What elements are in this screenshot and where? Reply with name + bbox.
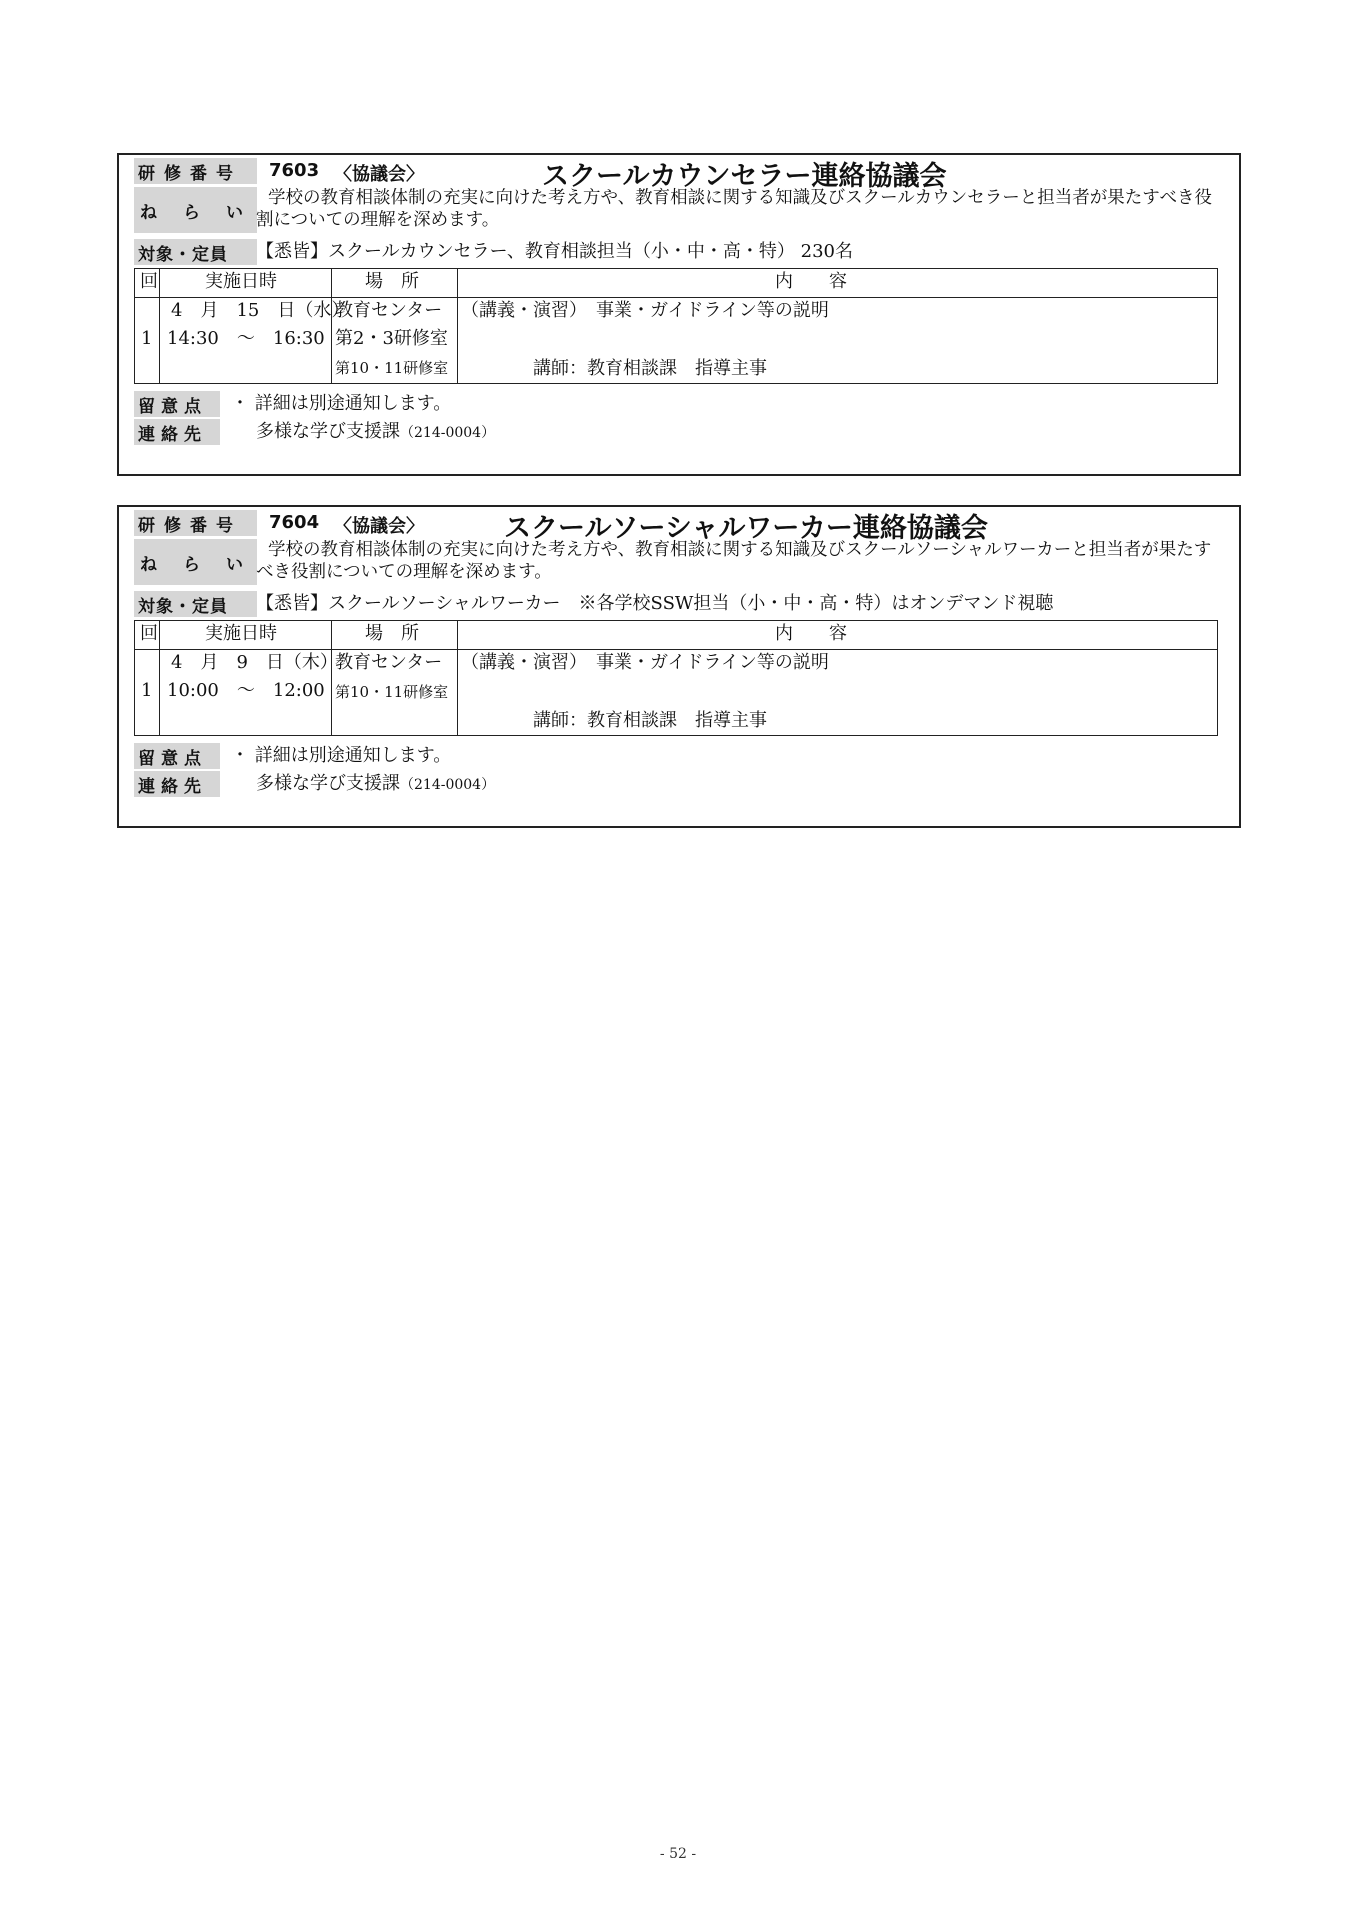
session-content: （講義・演習） 事業・ガイドライン等の説明 (461, 652, 829, 673)
session-place-2: 第2・3研修室 (335, 328, 448, 349)
program-number: 7604 (269, 512, 320, 533)
aim-text: 学校の教育相談体制の充実に向けた考え方や、教育相談に関する知識及びスクールカウンセラーと担当者が果たすべき役割についての理解を深めます。 (256, 188, 1212, 230)
aim-label: ねらい (134, 187, 257, 233)
notes-text: ・ 詳細は別途通知します。 (231, 393, 452, 414)
contact-text (256, 771, 495, 798)
contact-row (134, 771, 1224, 797)
program-title: スクールカウンセラー連絡協議会 (542, 161, 947, 192)
target-row (134, 591, 1224, 617)
notes-text: ・ 詳細は別途通知します。 (231, 745, 452, 766)
aim-row (134, 187, 1224, 233)
contact-text (256, 419, 495, 446)
session-place-1: 教育センター (335, 652, 443, 673)
header-round: 回 (140, 271, 158, 292)
header-content: 内 容 (775, 623, 847, 644)
notes-row (134, 743, 1224, 769)
contact-name: 多様な学び支援課 (256, 421, 400, 442)
session-content: （講義・演習） 事業・ガイドライン等の説明 (461, 300, 829, 321)
header-datetime: 実施日時 (205, 623, 277, 644)
number-label: 研修番号 (134, 158, 257, 184)
session-round: 1 (141, 680, 153, 701)
contact-tel: （214-0004） (400, 777, 496, 793)
program-card-7603 (117, 153, 1241, 476)
program-number-row (134, 510, 1224, 544)
program-number: 7603 (269, 160, 320, 181)
target-text: 【悉皆】スクールカウンセラー、教育相談担当（小・中・高・特） 230名 (256, 241, 853, 262)
program-title: スクールソーシャルワーカー連絡協議会 (504, 513, 988, 544)
program-number-row (134, 158, 1224, 192)
session-lecturer: 講師：教育相談課 指導主事 (533, 358, 767, 379)
header-content: 内 容 (775, 271, 847, 292)
target-label: 対象・定員 (134, 591, 257, 617)
session-date: 4 月 9 日（木） (171, 652, 338, 673)
contact-label: 連絡先 (134, 771, 220, 797)
contact-row (134, 419, 1224, 445)
target-text: 【悉皆】スクールソーシャルワーカー ※各学校SSW担当（小・中・高・特）はオンデマンド視聴 (256, 593, 1054, 614)
session-place-1: 教育センター (335, 300, 443, 321)
contact-label: 連絡先 (134, 419, 220, 445)
program-type: 〈協議会〉 (334, 516, 424, 537)
program-card-7604 (117, 505, 1241, 828)
target-row (134, 239, 1224, 265)
header-place: 場 所 (365, 271, 419, 292)
page-number: - 52 - (659, 1846, 697, 1862)
number-label: 研修番号 (134, 510, 257, 536)
aim-row (134, 539, 1224, 585)
notes-row (134, 391, 1224, 417)
contact-name: 多様な学び支援課 (256, 773, 400, 794)
schedule-table (134, 268, 1218, 384)
program-type: 〈協議会〉 (334, 164, 424, 185)
session-round: 1 (141, 328, 153, 349)
contact-tel: （214-0004） (400, 425, 496, 441)
aim-label: ねらい (134, 539, 257, 585)
target-label: 対象・定員 (134, 239, 257, 265)
aim-text: 学校の教育相談体制の充実に向けた考え方や、教育相談に関する知識及びスクールソーシャルワーカーと担当者が果たすべき役割についての理解を深めます。 (256, 540, 1212, 582)
schedule-table (134, 620, 1218, 736)
session-place-3: 第10・11研修室 (335, 359, 449, 377)
session-time: 14:30 ～ 16:30 (167, 328, 325, 349)
session-date: 4 月 15 日（水） (171, 300, 350, 321)
session-time: 10:00 ～ 12:00 (167, 680, 325, 701)
notes-label: 留意点 (134, 391, 220, 417)
header-datetime: 実施日時 (205, 271, 277, 292)
session-place-2: 第10・11研修室 (335, 683, 449, 701)
header-round: 回 (140, 623, 158, 644)
header-place: 場 所 (365, 623, 419, 644)
session-lecturer: 講師：教育相談課 指導主事 (533, 710, 767, 731)
notes-label: 留意点 (134, 743, 220, 769)
